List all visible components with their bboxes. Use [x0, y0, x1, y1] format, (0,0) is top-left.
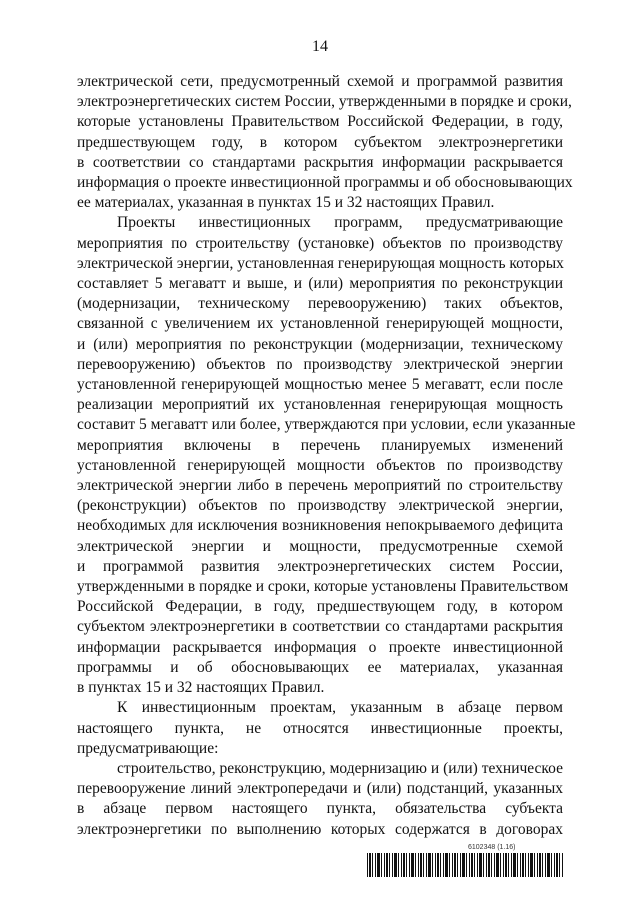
text-line: Проекты инвестиционных программ, предусматривающие: [117, 214, 563, 232]
text-line: в абзаце первом настоящего пункта, обязательства субъекта: [77, 800, 563, 818]
text-line: и программой развития электроэнергетических систем России,: [77, 557, 563, 575]
text-line: ее материалах, указанная в пунктах 15 и 32 настоящих Правил.: [77, 194, 495, 212]
text-line: электрической энергии, установленная генерирующая мощность которых: [77, 254, 564, 272]
text-line: (реконструкции) объектов по производству электрической энергии,: [77, 497, 563, 515]
text-line: электрической энергии либо в перечень мероприятий по строительству: [77, 477, 563, 495]
text-line: Российской Федерации, в году, предшествующем году, в котором: [77, 598, 563, 616]
barcode-image: [367, 853, 563, 877]
text-line: связанной с увеличением их установленной генерирующей мощности,: [77, 315, 563, 333]
text-line: необходимых для исключения возникновения непокрываемого дефицита: [77, 517, 563, 535]
text-line: которые установлены Правительством Российской Федерации, в году,: [77, 113, 563, 131]
text-line: перевооружению) объектов по производству электрической энергии: [77, 355, 563, 373]
text-line: составит 5 мегаватт или более, утверждаются при условии, если указанные: [77, 416, 576, 434]
text-line: установленной генерирующей мощности объектов по производству: [77, 456, 563, 474]
text-line: утвержденными в порядке и сроки, которые установлены Правительством: [77, 578, 569, 596]
text-line: перевооружение линий электропередачи и (или) подстанций, указанных: [77, 780, 563, 798]
text-line: в пунктах 15 и 32 настоящих Правил.: [77, 679, 325, 697]
text-line: установленной генерирующей мощностью менее 5 мегаватт, если после: [77, 376, 563, 394]
text-line: электроэнергетики по выполнению которых содержатся в договорах: [77, 820, 563, 838]
text-line: программы и об обосновывающих ее материалах, указанная: [77, 658, 563, 676]
text-line: в соответствии со стандартами раскрытия информации раскрывается: [77, 153, 563, 171]
text-line: мероприятия по строительству (установке) объектов по производству: [77, 234, 563, 252]
text-line: информации раскрывается информация о проекте инвестиционной: [77, 638, 563, 656]
body-text: [77, 72, 576, 840]
text-line: составляет 5 мегаватт и выше, и (или) мероприятия по реконструкции: [77, 275, 563, 293]
text-line: электрической энергии и мощности, предусмотренные схемой: [77, 537, 563, 555]
text-line: предусматривающие:: [77, 739, 219, 757]
text-line: мероприятия включены в перечень планируемых изменений: [77, 436, 563, 454]
text-line: информация о проекте инвестиционной программы и об обосновывающих: [77, 174, 573, 192]
text-line: строительство, реконструкцию, модернизацию и (или) техническое: [117, 759, 563, 777]
text-line: (модернизации, техническому перевооружению) таких объектов,: [77, 295, 563, 313]
page-number: 14: [312, 38, 328, 55]
text-line: настоящего пункта, не относятся инвестиционные проекты,: [77, 719, 563, 737]
text-line: реализации мероприятий их установленная генерирующая мощность: [77, 396, 563, 414]
text-line: и (или) мероприятия по реконструкции (модернизации, техническому: [77, 335, 563, 353]
text-line: электроэнергетических систем России, утвержденными в порядке и сроки,: [77, 93, 572, 111]
text-line: субъектом электроэнергетики в соответствии со стандартами раскрытия: [77, 618, 563, 636]
text-line: электрической сети, предусмотренный схемой и программой развития: [77, 73, 563, 90]
document-id: 6102348 (1.16): [468, 844, 516, 851]
text-line: К инвестиционным проектам, указанным в абзаце первом: [117, 699, 563, 717]
text-line: предшествующем году, в котором субъектом электроэнергетики: [77, 133, 563, 151]
